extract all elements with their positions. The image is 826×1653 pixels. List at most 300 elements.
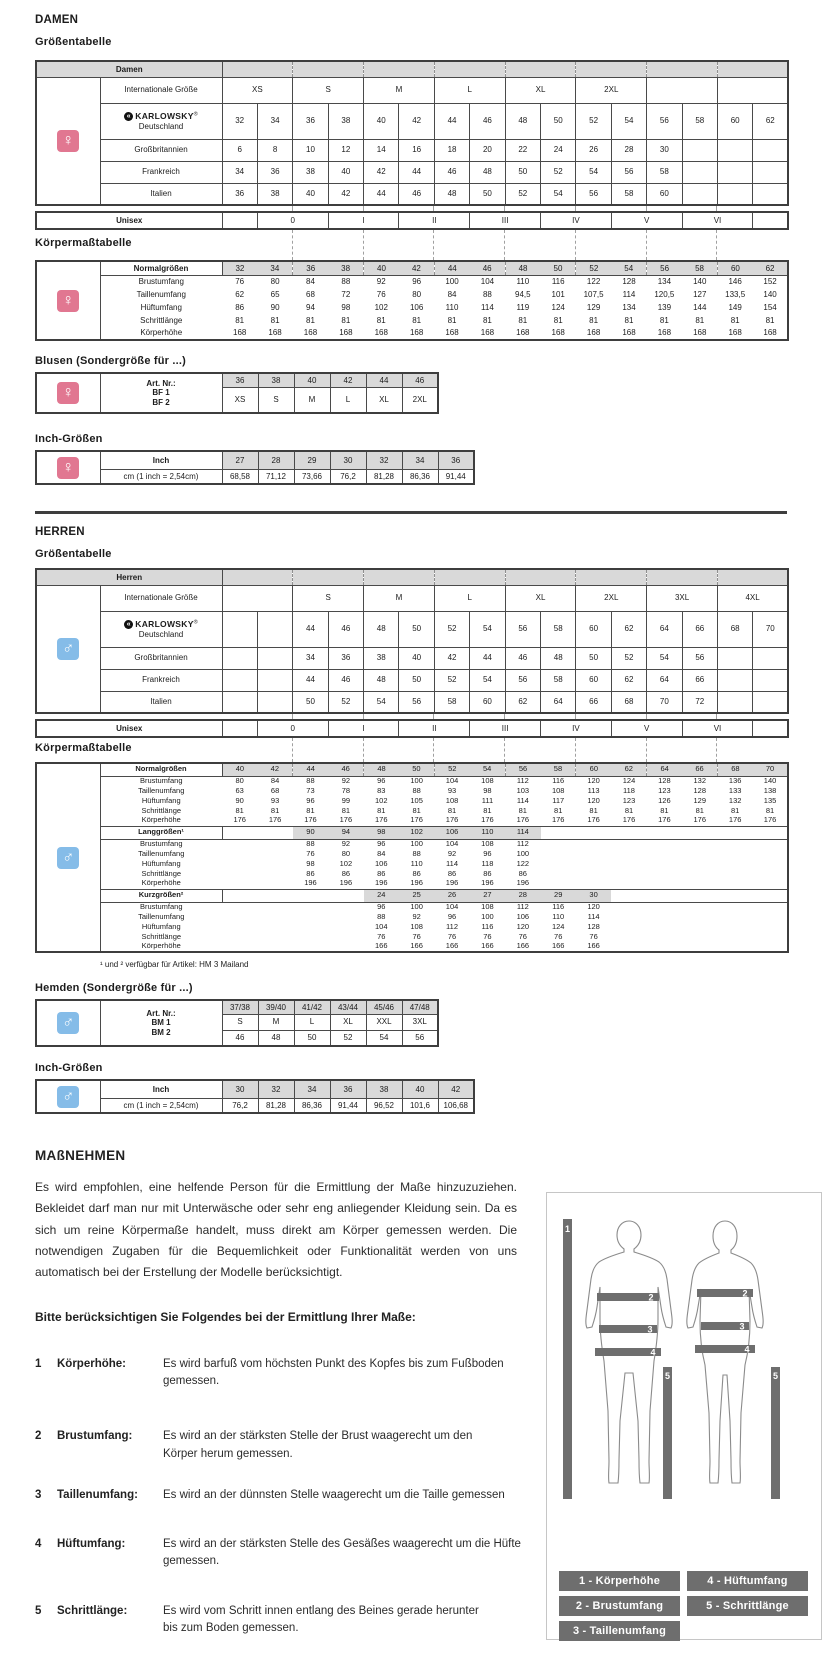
registered-mark: ® [193,618,198,625]
table-cell: 168 [586,328,601,338]
table-cell: 101 [551,289,565,299]
table-cell: Normalgrößen [100,261,222,275]
table-cell: 168 [657,328,672,338]
table-cell: Brustumfang [139,839,183,848]
table-cell: 64 [647,763,682,776]
dotted-column-line [433,714,434,719]
table-cell: 81 [695,315,705,325]
table-cell: 196 [410,879,423,888]
dotted-column-line [716,738,717,762]
herren-sizes-table [35,568,791,714]
table-cell: IV [541,720,612,737]
table-cell [717,139,752,161]
table-cell: 30 [576,889,611,902]
table-cell: 30 [330,451,366,469]
table-cell: 144 [693,302,707,312]
table-cell [36,373,100,413]
table-cell: 72 [341,289,351,299]
table-cell: Hüftumfang [141,859,181,868]
table-cell: 68 [717,763,752,776]
table-cell: 66 [682,611,717,647]
table-cell: 38 [258,373,294,387]
table-cell: 114 [587,912,600,921]
table-cell: Großbritannien [100,139,222,161]
table-cell: 92 [447,849,457,858]
table-cell: 92 [341,776,351,785]
table-cell: 58 [682,261,717,275]
table-cell: XL [505,585,576,611]
table-cell: 88 [377,912,386,921]
table-cell: Brustumfang [139,776,183,785]
male-icon: ♂ [57,1012,79,1034]
damen-inch-table-grid [35,450,475,485]
table-cell: 52 [611,647,646,669]
table-cell: 81 [482,315,492,325]
table-cell: 90 [293,826,328,839]
table-cell [717,61,788,77]
male-icon: ♂ [57,847,79,869]
table-cell: 36 [330,1080,366,1098]
table-cell: 176 [658,816,671,825]
table-cell [753,691,788,713]
table-cell: 122 [516,859,530,868]
table-cell: 50 [541,261,576,275]
table-cell: 48 [470,161,505,183]
male-icon: ♂ [57,638,79,660]
female-icon: ♀ [57,457,79,479]
table-cell: 127 [693,289,707,299]
table-cell [222,839,293,849]
table-cell: Frankreich [100,669,222,691]
table-cell: 2XL [402,387,438,413]
table-cell: 27 [222,451,258,469]
table-cell: 146 [728,277,742,287]
dotted-column-line [646,230,647,260]
table-cell: 50 [399,611,434,647]
damen-koerpermass-title: Körpermaßtabelle [35,237,138,249]
table-cell: 124 [551,302,565,312]
table-cell: 86 [341,869,351,878]
table-cell [100,611,222,647]
table-cell: XL [330,1014,366,1030]
table-cell: 92 [341,839,351,848]
table-cell: 36 [328,647,363,669]
table-cell: 168 [516,328,530,338]
table-cell: 128 [658,776,671,785]
table-cell: 34 [293,647,328,669]
table-cell: 124 [551,922,565,931]
table-cell: 108 [481,902,494,911]
male-schrittlaenge-bar [663,1367,672,1499]
table-cell: 168 [480,328,495,338]
table-cell: 34 [222,161,257,183]
table-cell: 81 [447,806,457,815]
table-cell: 56 [682,647,717,669]
table-cell: 42 [330,373,366,387]
table-cell [222,869,293,879]
table-cell: 81 [589,806,598,815]
table-cell [434,61,505,77]
table-cell [717,183,752,205]
table-cell: 149 [728,302,742,312]
dotted-column-line [292,738,293,762]
table-cell: 176 [693,816,707,825]
table-cell: 37/38 [222,1000,258,1014]
table-cell: 54 [366,1030,402,1046]
dotted-gap [35,714,791,719]
table-cell: 110 [552,912,565,921]
table-cell: 44 [399,161,434,183]
table-cell [611,902,788,912]
table-cell: 36 [222,183,257,205]
table-cell: Taillenumfang [136,289,186,299]
table-cell: 80 [235,776,244,785]
dotted-column-line [504,230,505,260]
table-cell: 34 [257,103,292,139]
table-cell: 196 [481,879,494,888]
table-cell: 88 [306,839,315,848]
item-description: Es wird vom Schritt innen entlang des Beines gerade herunter bis zum Boden gemessen. [163,1604,479,1634]
table-cell: 45/46 [366,1000,402,1014]
herren-inch-title: Inch-Größen [35,1062,103,1074]
table-cell: 196 [304,879,317,888]
table-cell: Herren [36,569,222,585]
table-cell: Italien [100,183,222,205]
table-cell: 62 [753,261,788,275]
table-cell: XXL [366,1014,402,1030]
table-cell: 81 [376,315,386,325]
table-cell: 176 [516,816,530,825]
table-cell: 48 [505,103,540,139]
table-cell: 96,52 [366,1098,402,1113]
table-cell: 176 [339,816,353,825]
karlowsky-logo-icon: « [124,112,133,121]
table-cell [505,61,576,77]
table-cell: 28 [611,139,646,161]
dotted-column-line [292,714,293,719]
item-number: 4 [35,1538,42,1551]
table-cell: 84 [447,289,457,299]
table-cell [682,161,717,183]
damen-inch-title: Inch-Größen [35,433,103,445]
table-cell: 120,5 [654,289,675,299]
table-cell: 100 [410,902,423,911]
table-cell: 76 [377,932,386,941]
measuring-heading: MAßNEHMEN [35,1148,126,1163]
table-cell: 112 [516,902,529,911]
table-cell: 176 [622,816,636,825]
dotted-column-line [716,206,717,211]
table-cell: 76 [235,277,245,287]
male-icon: ♂ [57,1086,79,1108]
table-cell: 38 [293,161,328,183]
table-cell: 102 [374,302,388,312]
table-cell: 166 [445,942,459,951]
table-cell: 54 [611,261,646,275]
table-cell: 46 [222,1030,258,1046]
table-cell: 96 [412,277,422,287]
measuring-intro: Es wird empfohlen, eine helfende Person für die Ermittlung der Maße hinzuzuziehen. Bekleidet darf man nur mit Unterwäsche oder sehr eng anliegender Kleidung sein. Da es sich um reine Körpermaße handelt, muss direkt am Körper gemessen werden. Die notwendigen Zugaben für die Bequemlichkeit oder Funktionalität werden von uns automatisch bei der Erstellung der Modelle berücksichtigt. [35,1180,517,1280]
table-cell [753,183,788,205]
table-cell: 128 [587,922,600,931]
item-term: Schrittlänge: [57,1604,128,1617]
hemden-table [35,999,791,1047]
table-cell: 73,66 [294,469,330,484]
table-cell: 86 [518,869,527,878]
table-cell [293,569,364,585]
bar-label-3: 3 [647,1324,653,1335]
table-cell: 38 [366,1080,402,1098]
item-term: Taillenumfang: [57,1488,138,1501]
table-cell: 48 [364,763,399,776]
table-cell: 64 [647,611,682,647]
table-cell: 58 [541,611,576,647]
table-cell: 168 [763,328,777,338]
table-cell: 66 [682,669,717,691]
table-cell: 70 [647,691,682,713]
herren-groessentabelle-title: Größentabelle [35,548,112,560]
blusen-title: Blusen (Sondergröße für ...) [35,355,187,367]
damen-sizes-table [35,60,791,206]
karlowsky-brand [102,111,221,132]
table-cell: 0 [257,212,328,229]
item-number: 2 [35,1430,42,1443]
table-cell [541,859,789,869]
table-cell: 84 [377,849,386,858]
table-cell [222,611,257,647]
table-cell: 91,44 [330,1098,366,1113]
table-cell: 105 [410,796,423,805]
table-cell: 32 [222,103,257,139]
legend-hueftumfang: 4 - Hüftumfang [687,1571,808,1591]
figure-legend [559,1571,809,1646]
table-cell: cm (1 inch = 2,54cm) [100,1098,222,1113]
table-cell: 65 [270,289,280,299]
table-cell: 106 [375,859,388,868]
table-cell [222,922,364,932]
dotted-column-line [575,738,576,762]
table-cell: 46 [328,763,363,776]
table-cell [717,77,788,103]
table-cell: 104 [445,839,459,848]
table-cell: 50 [470,183,505,205]
table-cell: 71,12 [258,469,294,484]
table-cell: 81,28 [258,1098,294,1113]
blusen-table [35,372,791,414]
table-cell [222,879,293,889]
measure-item-koerperhoehe [35,1356,535,1391]
table-cell: 81 [589,315,599,325]
table-cell: 36 [257,161,292,183]
table-cell [576,61,647,77]
table-cell: 50 [399,669,434,691]
table-cell: 44 [293,763,328,776]
table-cell: 40 [399,647,434,669]
table-cell: 112 [446,922,459,931]
measuring-section [35,1148,791,1637]
dotted-column-line [363,714,364,719]
table-cell: 62 [611,763,646,776]
table-cell: L [294,1014,330,1030]
table-cell: 83 [377,786,386,795]
table-cell: 42 [399,261,434,275]
table-cell: 81 [660,806,669,815]
table-cell: 140 [763,289,777,299]
table-cell: 81 [377,806,386,815]
table-cell: 92 [412,912,421,921]
table-cell: 76 [447,932,457,941]
table-cell: 50 [505,161,540,183]
table-cell: 92 [376,277,386,287]
table-cell: 100 [516,849,530,858]
table-cell: 48 [364,611,399,647]
table-cell: V [611,720,682,737]
table-cell: 66 [576,691,611,713]
table-cell: 118 [623,786,635,795]
table-cell: 48 [505,261,540,275]
table-cell [36,77,100,205]
table-cell: 36 [438,451,474,469]
table-cell: 64 [647,669,682,691]
table-cell: 58 [541,669,576,691]
table-cell: 76,2 [330,469,366,484]
table-cell: 81 [412,806,421,815]
table-cell: 38 [364,647,399,669]
table-cell: 46 [505,647,540,669]
female-icon: ♀ [57,290,79,312]
table-cell: Taillenumfang [138,786,185,795]
table-cell: 100 [410,776,423,785]
table-cell: 86 [447,869,457,878]
herren-section-title: HERREN [35,526,85,538]
table-cell: 52 [505,183,540,205]
table-cell [100,103,222,139]
table-cell: Körperhöhe [141,942,181,951]
table-cell: 118 [481,859,494,868]
table-cell: 42 [399,103,434,139]
table-cell: 114 [516,796,529,805]
footnote: ¹ und ² verfügbar für Artikel: HM 3 Mailand [100,960,249,969]
table-cell: 58 [611,183,646,205]
table-cell: 176 [375,816,388,825]
table-cell: 80 [270,277,280,287]
body-silhouettes-diagram [551,1215,817,1515]
bar-label-4: 4 [744,1344,750,1355]
table-cell [611,912,788,922]
table-cell: 106 [409,302,424,312]
hemden-table-grid [35,999,439,1047]
table-cell: Internationale Größe [100,77,222,103]
table-cell: 86 [377,869,386,878]
table-cell: 120 [587,902,600,911]
table-cell: 86 [306,869,315,878]
table-cell: 68 [717,611,752,647]
table-cell: 104 [445,776,459,785]
table-cell: 76 [412,932,421,941]
table-cell: 108 [551,786,565,795]
table-cell [647,61,718,77]
table-cell: 166 [516,942,530,951]
table-cell: 6 [222,139,257,161]
table-cell: 120 [587,776,600,785]
table-cell: 81 [270,315,280,325]
table-cell: XL [505,77,576,103]
measure-item-brustumfang [35,1428,535,1463]
table-cell [222,826,293,839]
table-cell: 196 [339,879,353,888]
table-cell: 32 [222,261,257,275]
table-cell [753,720,788,737]
table-cell: 176 [551,816,565,825]
table-cell [293,61,364,77]
legend-brustumfang: 2 - Brustumfang [559,1596,680,1616]
table-cell: M [364,585,435,611]
table-cell: 78 [341,786,351,795]
table-cell: Hüftumfang [141,922,181,931]
table-cell: 26 [576,139,611,161]
table-cell [36,585,100,713]
table-cell [541,839,789,849]
table-cell: 133 [728,786,742,795]
table-cell [36,451,100,484]
table-cell: 123 [622,796,636,805]
table-cell: 81 [518,315,528,325]
table-cell: 3XL [647,585,718,611]
table-cell: Unisex [36,720,222,737]
table-cell: S [222,1014,258,1030]
table-cell: 81 [341,806,351,815]
table-cell: 26 [434,889,469,902]
table-cell: 52 [576,103,611,139]
table-cell: 76 [376,289,386,299]
table-cell: 8 [257,139,292,161]
table-cell: 52 [434,669,469,691]
table-cell: 128 [693,786,707,795]
table-cell: 3XL [402,1014,438,1030]
herren-unisex-table-grid [35,719,789,738]
table-cell [257,647,292,669]
table-cell: 108 [481,776,494,785]
table-cell: 120 [516,922,530,931]
table-cell: 112 [516,839,529,848]
table-cell [222,849,293,859]
table-cell: 34 [402,451,438,469]
table-cell: 133,5 [725,289,746,299]
table-cell [222,212,257,229]
karlowsky-logo-icon: « [124,620,133,629]
table-cell: 60 [717,103,752,139]
table-cell: 88 [412,849,421,858]
legend-koerperhoehe: 1 - Körperhöhe [559,1571,680,1591]
female-schrittlaenge-bar [771,1367,780,1499]
table-cell: 58 [682,103,717,139]
table-cell: 44 [470,647,505,669]
table-cell: 90 [270,302,280,312]
table-cell [753,647,788,669]
table-cell: 70 [753,763,788,776]
table-cell [717,161,752,183]
brand-name: KARLOWSKY [135,618,194,629]
table-cell: 48 [434,183,469,205]
table-cell: II [399,720,470,737]
table-cell: 56 [647,103,682,139]
table-cell: 86,36 [294,1098,330,1113]
table-cell: S [258,387,294,413]
table-cell: 81 [518,806,527,815]
table-cell: XS [222,387,258,413]
table-cell [222,585,293,611]
table-cell: 56 [505,611,540,647]
